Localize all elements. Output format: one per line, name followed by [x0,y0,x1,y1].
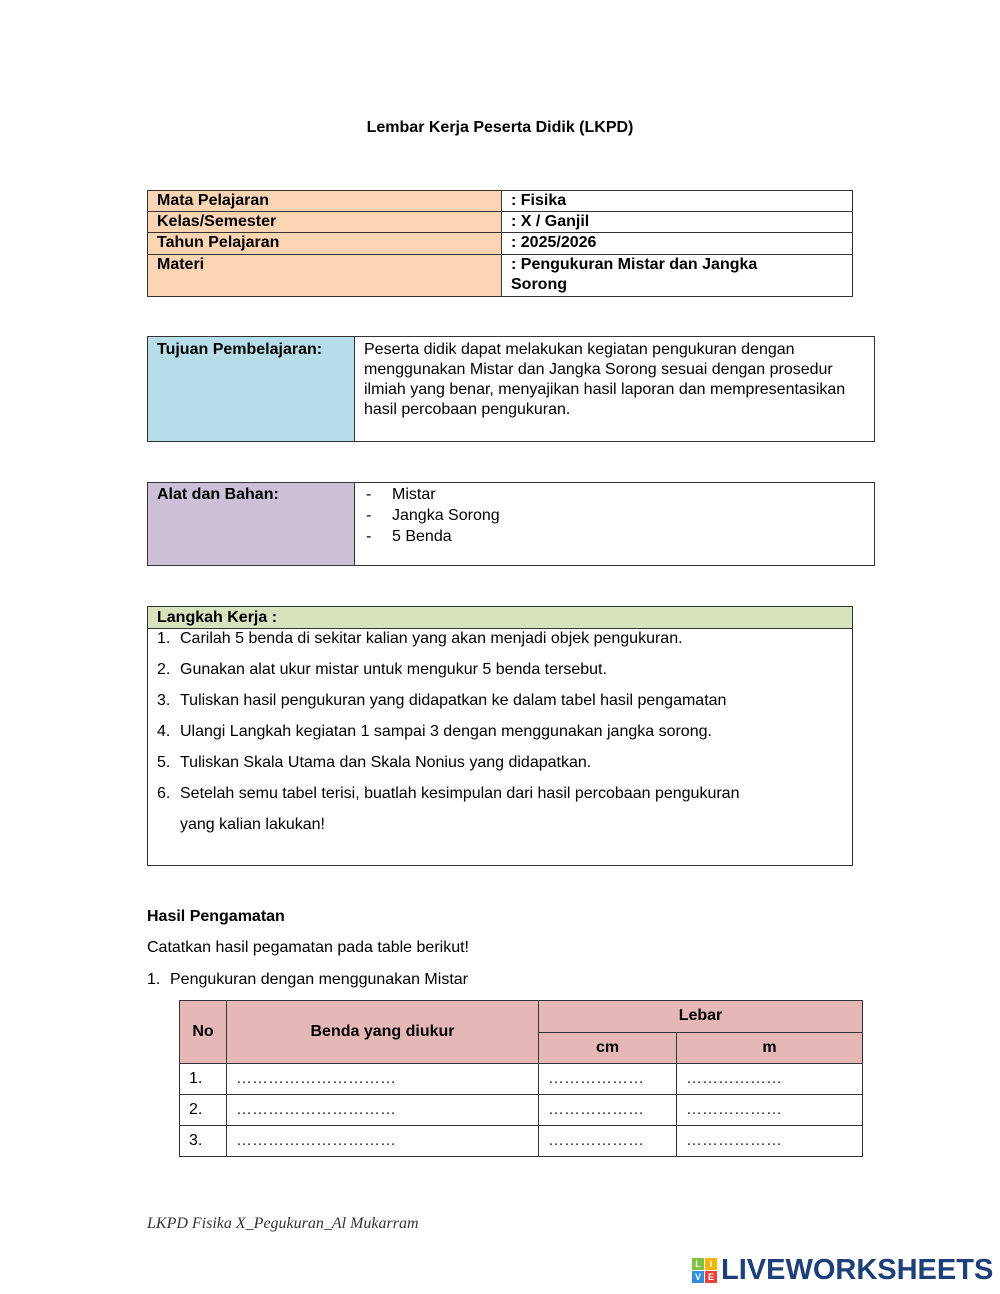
info-value: : X / Ganjil [502,212,853,233]
hasil-instruction: Catatkan hasil pegamatan pada table berikut! [147,939,469,956]
benda-input[interactable]: ………………………… [227,1126,539,1157]
step-item: 5. Tuliskan Skala Utama dan Skala Nonius yang didapatkan. [157,754,592,771]
step-item: yang kalian lakukan! [180,816,325,833]
page-footer: LKPD Fisika X_Pegukuran_Al Mukarram [147,1215,419,1232]
list-item: - Jangka Sorong [366,507,500,524]
info-label: Mata Pelajaran [148,191,502,212]
row-no: 2. [180,1095,227,1126]
table-row [180,1126,863,1157]
m-input[interactable]: ……………… [677,1126,863,1157]
info-value: : 2025/2026 [502,233,853,255]
header-m: m [677,1032,863,1064]
header-cm: cm [539,1032,677,1064]
step-item: 4. Ulangi Langkah kegiatan 1 sampai 3 dengan menggunakan jangka sorong. [157,723,712,740]
alat-list [364,484,865,547]
cm-input[interactable]: ……………… [539,1064,677,1095]
langkah-kerja-box [147,606,853,866]
hasil-subtitle: 1. Pengukuran dengan menggunakan Mistar [147,971,468,988]
liveworksheets-logo[interactable] [692,1254,993,1287]
benda-input[interactable]: ………………………… [227,1064,539,1095]
row-no: 1. [180,1064,227,1095]
header-no: No [180,1001,227,1064]
step-item: 3. Tuliskan hasil pengukuran yang didapatkan ke dalam tabel hasil pengamatan [157,692,727,709]
list-item: - 5 Benda [366,528,452,545]
tujuan-text: Peserta didik dapat melakukan kegiatan pengukuran dengan menggunakan Mistar dan Jangka Sorong sesuai dengan prosedur ilmiah yang benar, menyajikan hasil laporan dan mempresentasikan hasil percobaan pengukuran. [355,337,875,442]
info-label: Kelas/Semester [148,212,502,233]
alat-label: Alat dan Bahan: [148,483,355,566]
m-input[interactable]: ……………… [677,1095,863,1126]
info-label: Materi [148,255,502,297]
header-benda: Benda yang diukur [227,1001,539,1064]
info-table [147,190,853,297]
info-label: Tahun Pelajaran [148,233,502,255]
cm-input[interactable]: ……………… [539,1095,677,1126]
list-item: - Mistar [366,486,436,503]
table-row [180,1095,863,1126]
tujuan-table [147,336,875,442]
step-item: 6. Setelah semu tabel terisi, buatlah kesimpulan dari hasil percobaan pengukuran [157,785,740,802]
header-lebar: Lebar [539,1001,863,1033]
logo-text: LIVEWORKSHEETS [721,1254,994,1286]
step-item: 2. Gunakan alat ukur mistar untuk mengukur 5 benda tersebut. [157,661,607,678]
langkah-kerja-heading: Langkah Kerja : [148,607,852,629]
benda-input[interactable]: ………………………… [227,1095,539,1126]
step-item: 1. Carilah 5 benda di sekitar kalian yang akan menjadi objek pengukuran. [157,630,683,647]
page-title: Lembar Kerja Peserta Didik (LKPD) [366,119,634,136]
logo-icon: L I V E [692,1258,717,1283]
table-row [180,1064,863,1095]
info-value: : Pengukuran Mistar dan Jangka Sorong [502,255,853,297]
cm-input[interactable]: ……………… [539,1126,677,1157]
row-no: 3. [180,1126,227,1157]
results-table [179,1000,863,1157]
info-value: : Fisika [502,191,853,212]
hasil-heading: Hasil Pengamatan [147,908,285,925]
tujuan-label: Tujuan Pembelajaran: [148,337,355,442]
alat-table [147,482,875,566]
m-input[interactable]: ……………… [677,1064,863,1095]
